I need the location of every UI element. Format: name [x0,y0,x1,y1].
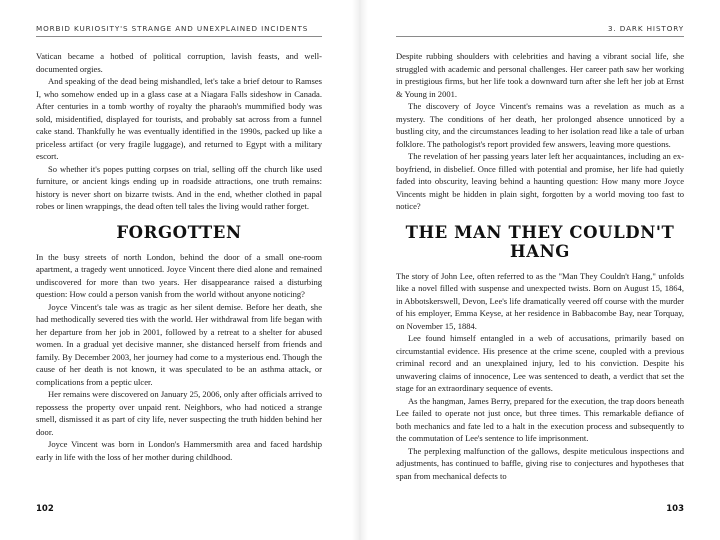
right-paragraph: The revelation of her passing years later left her acquaintances, including an ex-boyfriend, in disbelief. Once filled with potential and promise, her life had quietly faded into obscurity, leaving behind a haunting question: How many more Joyce Vincents might be hidden in plain sight, forgotten by a world moving too fast to notice? [396,151,684,211]
right-paragraph: The discovery of Joyce Vincent's remains was a revelation as much as a mystery. The conditions of her death, her prolonged absence unnoticed by a bustling city, and the circumstances leading to her isolation read like a tale of urban folklore. The pathologist's report provided few answers, leaving more questions. [396,101,684,149]
section-heading-man-they-couldnt-hang: THE MAN THEY COULDN'T HANG [405,222,675,261]
left-page-number: 102 [36,504,54,514]
right-paragraph: The story of John Lee, often referred to as the "Man They Couldn't Hang," unfolds like a novel filled with suspense and unexpected twists. Born on August 15, 1864, in Abbotskerswell, Devon, Lee's life dramatically veered off course with the murder of his employer, Emma Keyse, at her residence in Babbacombe Bay, near Torquay, on November 15, 1884. [396,270,684,331]
left-paragraph: Joyce Vincent was born in London's Hammersmith area and faced hardship early in life with the loss of her mother during childhood. [36,439,322,462]
left-paragraph: In the busy streets of north London, behind the door of a small one-room apartment, a tragedy went unnoticed. Joyce Vincent there died alone and remained undiscovered for more than two years. Her disappearance raised a disturbing question: How could a person vanish from the world without anyone noticing? [36,251,322,299]
right-running-head: 3. DARK HISTORY [607,24,684,33]
left-text-block [36,50,322,463]
left-running-head: MORBID KURIOSITY'S STRANGE AND UNEXPLAINED INCIDENTS [36,24,309,33]
right-paragraph: Lee found himself entangled in a web of accusations, primarily based on circumstantial evidence. His presence at the crime scene, coupled with a previous criminal record and an unexplained injury, led to his conviction. Despite his unwavering claims of innocence, Lee was sentenced to death, a verdict that set the stage for an extraordinary sequence of events. [396,333,684,393]
right-text-block [396,50,684,482]
left-paragraph: So whether it's popes putting corpses on trial, selling off the church like used furniture, or ancient kings ending up in roadside attractions, one truth remains: history is never short on bizarre twists. And in the end, whether clothed in papal robes or linen wrappings, the dead often tell tales the living would rather forget. [36,163,322,211]
left-header-rule [36,36,322,37]
right-paragraph: Despite rubbing shoulders with celebrities and having a vibrant social life, she struggled with academic and personal challenges. Her career path saw her working in prestigious firms, but her life took a downward turn after she left her job at Ernst & Young in 2001. [396,51,684,99]
right-paragraph: As the hangman, James Berry, prepared for the execution, the trap doors beneath Lee failed to operate not just once, but three times. This remarkable defiance of both mechanics and fate led to a halt in the execution process and subsequently to the commutation of Lee's sentence to life imprisonment. [396,395,684,443]
right-header-rule [396,36,684,37]
left-paragraph: And speaking of the dead being mishandled, let's take a brief detour to Ramses I, who somehow ended up in a glass case at a Niagara Falls sideshow in Canada. After centuries in a tomb worthy of royalty the pharaoh's mummified body was sold, misidentified, displayed for tourists, and probably sat across from a funnel cake stand. Thankfully he was eventually identified in the 1990s, packed up like a priceless artifact (or very fragile luggage), and returned to Egypt with a military escort. [36,76,322,161]
right-page-number: 103 [666,504,684,514]
right-page [360,0,720,540]
left-paragraph: Joyce Vincent's tale was as tragic as her silent demise. Before her death, she had methodically severed ties with the world. Her withdrawal from life began with her departure from her job in 2001, followed by a retreat to a shelter for abused women. In a gradual yet decisive manner, she distanced herself from friends and family. By December 2003, her journey had come to a mysterious end. Though the cause of her death is not known, it was speculated to be an asthma attack, or complications from a peptic ulcer. [36,301,322,387]
section-heading-forgotten: FORGOTTEN [116,222,242,242]
right-paragraph: The perplexing malfunction of the gallows, despite meticulous inspections and adjustments, has continued to baffle, giving rise to conjectures and hypotheses that span from mechanical defects to [396,445,684,481]
left-paragraph: Her remains were discovered on January 25, 2006, only after officials arrived to repossess the property over unpaid rent. Neighbors, who had noticed a strange smell, dismissed it as part of city life, never suspecting the truth hidden behind her door. [36,389,322,437]
left-paragraph: Vatican became a hotbed of political corruption, lavish feasts, and well-documented orgies. [36,51,322,74]
